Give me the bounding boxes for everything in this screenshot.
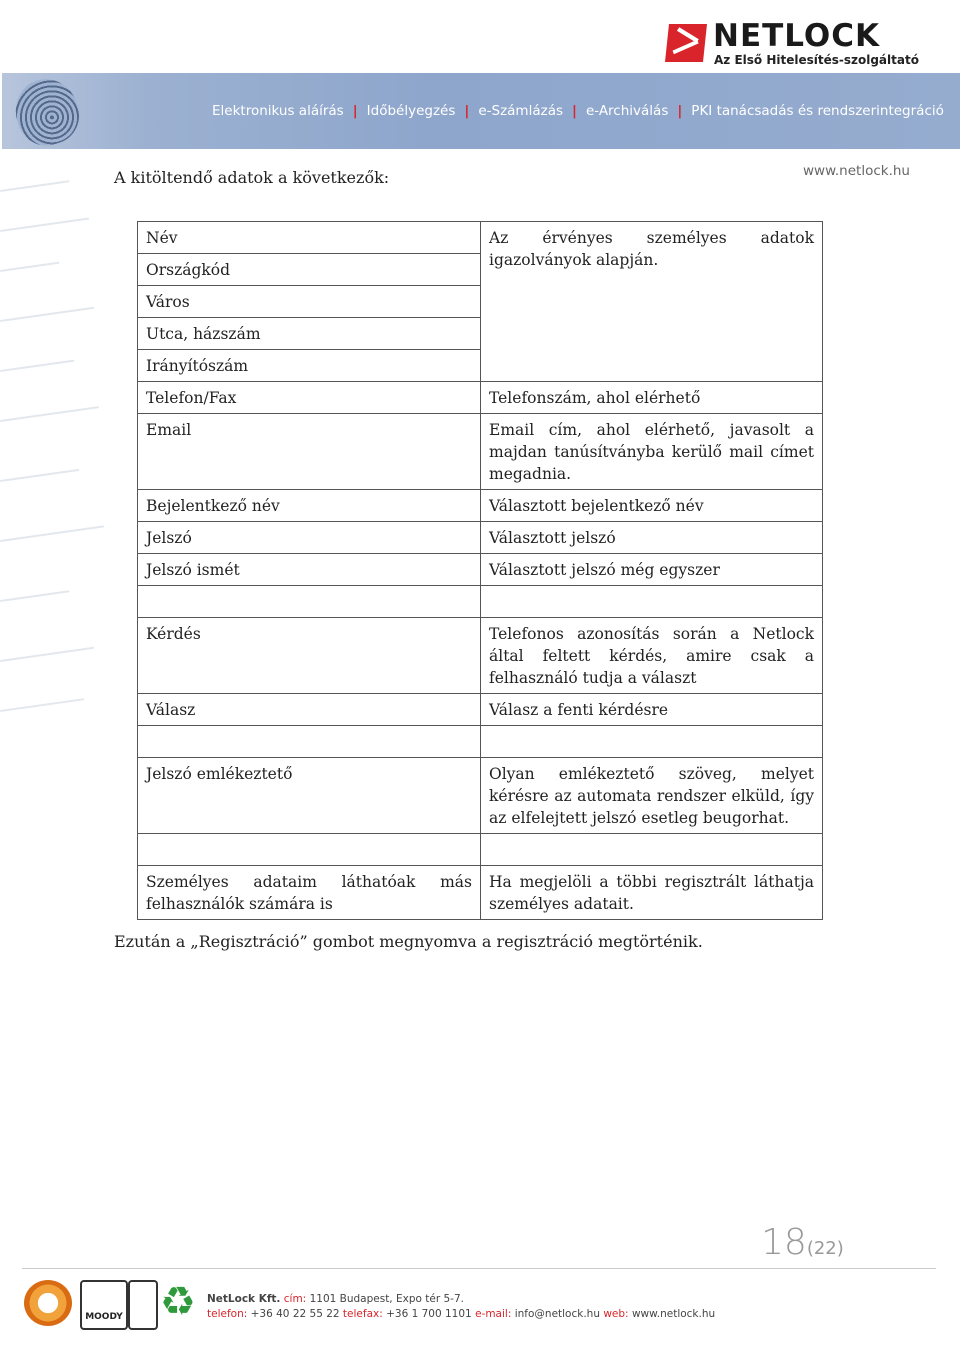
banner-nav: Elektronikus aláírás | Időbélyegzés | e-Számlázás | e-Archiválás | PKI tanácsadás és rendszerintegráció: [212, 103, 944, 119]
cell-jelszo-ismet: Jelszó ismét: [138, 554, 481, 586]
cell-utca: Utca, házszám: [138, 318, 481, 350]
logo-tagline: Az Első Hitelesítés-szolgáltató: [714, 53, 919, 67]
footer-fax: +36 1 700 1101: [386, 1308, 472, 1320]
spacer-cell: [138, 726, 481, 758]
footer-contact: [207, 1292, 715, 1322]
nav-item-eszamlazas[interactable]: e-Számlázás: [478, 103, 563, 119]
sgs-cert-icon: [24, 1280, 72, 1326]
cell-email-desc: Email cím, ahol elérhető, javasolt a majdan tanúsítványba kerülő mail címet megadnia.: [481, 414, 823, 490]
footer-web[interactable]: www.netlock.hu: [631, 1308, 716, 1320]
logo-brand: NETLOCK: [713, 18, 881, 54]
page-current: 18: [761, 1222, 807, 1263]
cell-emlekezteto-desc: Olyan emlékeztető szöveg, melyet kérésre az automata rendszer elküld, így az elfelejtett jelszó esetleg beugorhat.: [481, 758, 823, 834]
cell-ervenyes-note: Az érvényes személyes adatok igazolványok alapján.: [481, 222, 823, 382]
footer-company: NetLock Kft.: [207, 1293, 281, 1305]
footer-divider: [22, 1268, 936, 1269]
cell-jelszo-ismet-desc: Választott jelszó még egyszer: [481, 554, 823, 586]
page-total: (22): [806, 1238, 844, 1259]
website-link[interactable]: www.netlock.hu: [803, 163, 910, 179]
nav-item-earchivalas[interactable]: e-Archiválás: [585, 103, 669, 119]
spacer-cell: [481, 834, 823, 866]
footer-email[interactable]: info@netlock.hu: [514, 1308, 600, 1320]
footer-phone-label: telefon:: [207, 1308, 248, 1320]
cell-lathato: Személyes adataim láthatóak más felhasználók számára is: [138, 866, 481, 920]
page-number: [761, 1222, 844, 1263]
netlock-mark-icon: [665, 24, 707, 62]
cell-valasz: Válasz: [138, 694, 481, 726]
cell-emlekezteto: Jelszó emlékeztető: [138, 758, 481, 834]
cell-jelszo: Jelszó: [138, 522, 481, 554]
spacer-cell: [481, 586, 823, 618]
outro-text: Ezután a „Regisztráció” gombot megnyomva a regisztráció megtörténik.: [114, 932, 703, 951]
netlock-logo: [667, 18, 919, 68]
header-banner: [2, 73, 960, 149]
footer-address: 1101 Budapest, Expo tér 5-7.: [309, 1293, 464, 1305]
footer-address-label: cím:: [283, 1293, 307, 1305]
footer-web-label: web:: [603, 1308, 629, 1320]
spacer-cell: [481, 726, 823, 758]
cell-kerdes: Kérdés: [138, 618, 481, 694]
cell-lathato-desc: Ha megjelöli a többi regisztrált láthatja személyes adatait.: [481, 866, 823, 920]
cell-varos: Város: [138, 286, 481, 318]
fields-table: [137, 221, 823, 920]
moody-cert-icon: MOODY: [80, 1280, 128, 1330]
cell-orszagkod: Országkód: [138, 254, 481, 286]
spacer-cell: [138, 586, 481, 618]
cell-telefon: Telefon/Fax: [138, 382, 481, 414]
cell-jelszo-desc: Választott jelszó: [481, 522, 823, 554]
cell-nev: Név: [138, 222, 481, 254]
decorative-swoosh: [0, 150, 110, 750]
footer-phone: +36 40 22 55 22: [250, 1308, 340, 1320]
nav-item-alairas[interactable]: Elektronikus aláírás: [212, 103, 344, 119]
cell-bejelentkezo-desc: Választott bejelentkező név: [481, 490, 823, 522]
cell-email: Email: [138, 414, 481, 490]
cell-bejelentkezo: Bejelentkező név: [138, 490, 481, 522]
cell-telefon-desc: Telefonszám, ahol elérhető: [481, 382, 823, 414]
footer-email-label: e-mail:: [475, 1308, 512, 1320]
footer-fax-label: telefax:: [342, 1308, 383, 1320]
fingerprint-icon: [7, 71, 86, 153]
recycle-icon: ♻: [160, 1279, 196, 1325]
spacer-cell: [138, 834, 481, 866]
cell-iranyitoszam: Irányítószám: [138, 350, 481, 382]
ukas-cert-icon: [128, 1280, 158, 1330]
nav-item-pki[interactable]: PKI tanácsadás és rendszerintegráció: [691, 103, 944, 119]
nav-item-idobelyegzes[interactable]: Időbélyegzés: [366, 103, 456, 119]
cell-kerdes-desc: Telefonos azonosítás során a Netlock által feltett kérdés, amire csak a felhasználó tudja a választ: [481, 618, 823, 694]
cell-valasz-desc: Válasz a fenti kérdésre: [481, 694, 823, 726]
intro-text: A kitöltendő adatok a következők:: [114, 168, 390, 187]
